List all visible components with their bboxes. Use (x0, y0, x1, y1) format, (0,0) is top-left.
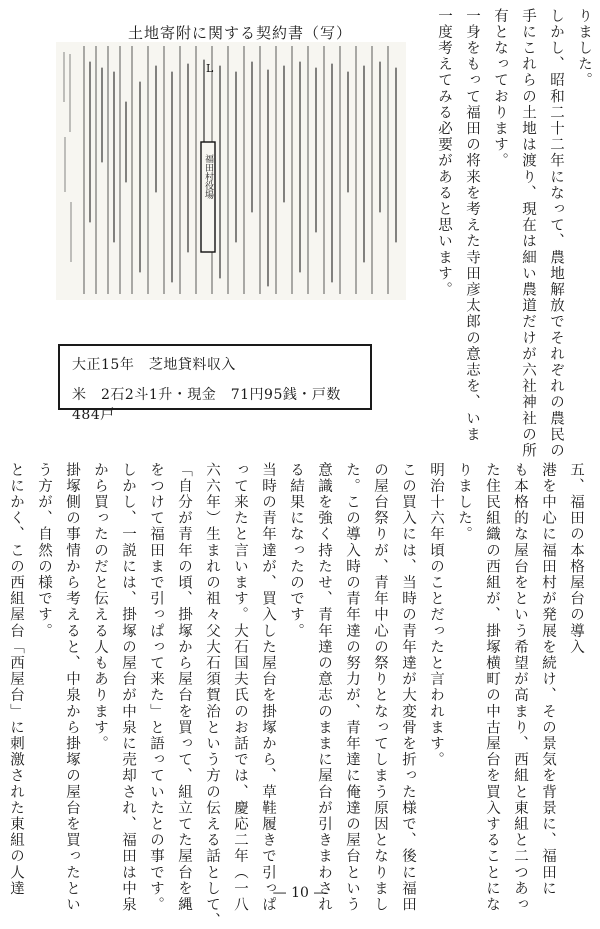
text-line: とにかく、この西組屋台「西屋台」に刺激された東組の人達 (8, 462, 24, 897)
text-line: う方が、自然の様です。 (36, 462, 52, 640)
text-line: 「自分が青年の頃、掛塚から屋台を買って、組立てた屋台を縄 (176, 462, 192, 913)
text-line: 当時の青年達が、買入した屋台を掛塚から、草鞋履きで引っぱ (260, 462, 276, 913)
section-heading: 五、福田の本格屋台の導入 (568, 462, 584, 656)
contract-document-photo (56, 42, 406, 300)
figure-caption: 土地寄附に関する契約書（写） (127, 24, 352, 42)
text-line: 明治十六年頃のことだったと言われます。 (428, 462, 444, 768)
text-line: 意識を強く持たせ、青年達の意志のままに屋台が引きまわされ (316, 462, 332, 913)
text-line: の屋台祭りが、青年中心の祭りとなってしまう原因となりまし (372, 462, 388, 913)
income-info-line-2: 米 2石2斗1升・現金 71円95銭・戸数 484戸 (72, 387, 356, 423)
text-line: 港を中心に福田村が発展を続け、その景気を背景に、福田に (540, 462, 556, 897)
document-mark: L (206, 62, 214, 75)
text-line: をつけて福田まで引っぱって来た」と語っていたとの事です。 (148, 462, 164, 913)
income-info-box (58, 344, 372, 423)
text-line: た住民組織の西組が、掛塚横町の中古屋台を買入することにな (484, 462, 500, 913)
text-line (0, 462, 2, 882)
contract-document-image (56, 42, 406, 300)
text-line: 掛塚側の事情から考えると、中泉から掛塚の屋台を買ったとい (64, 462, 80, 913)
text-line: 一身をもって福田の将来を考えた寺田彦太郎の意志を、いま (464, 8, 480, 443)
text-line: 手にこれらの土地は渡り、現在は細い農道だけが六社神社の所 (520, 8, 536, 459)
text-line: 有となっております。 (492, 8, 508, 169)
text-line: も本格的な屋台をという希望が高まり、西組と東組と二つあっ (512, 462, 528, 913)
page-number: — 10 — (272, 885, 328, 901)
top-text-column (436, 8, 598, 459)
text-line: この買入には、当時の青年達が大変骨を折った様で、後に福田 (400, 462, 416, 913)
income-info-line-1: 大正15年 芝地貸料収入 (72, 357, 236, 373)
text-line: しかし、昭和二十二年になって、農地解放でそれぞれの農民の (548, 8, 564, 459)
text-line: た。この導入時の青年達の努力が、青年達に俺達の屋台という (344, 462, 360, 913)
text-line: 六六年）生まれの祖々父大石須賀治という方の伝える話として、 (204, 462, 220, 929)
text-line: りました。 (456, 462, 472, 543)
text-line: 一度考えてみる必要があると思います。 (436, 8, 452, 298)
text-line: しかし、一説には、掛塚の屋台が中泉に売却され、福田は中泉 (120, 462, 136, 913)
text-line: る結果になったのです。 (288, 462, 304, 640)
document-stamp: 福田村役場 (203, 154, 213, 199)
text-line: から買ったのだと伝える人もあります。 (92, 462, 108, 752)
text-line: りました。 (576, 8, 592, 89)
text-line: って来たと言います。大石国夫氏のお話では、慶応二年（一八 (232, 462, 248, 913)
